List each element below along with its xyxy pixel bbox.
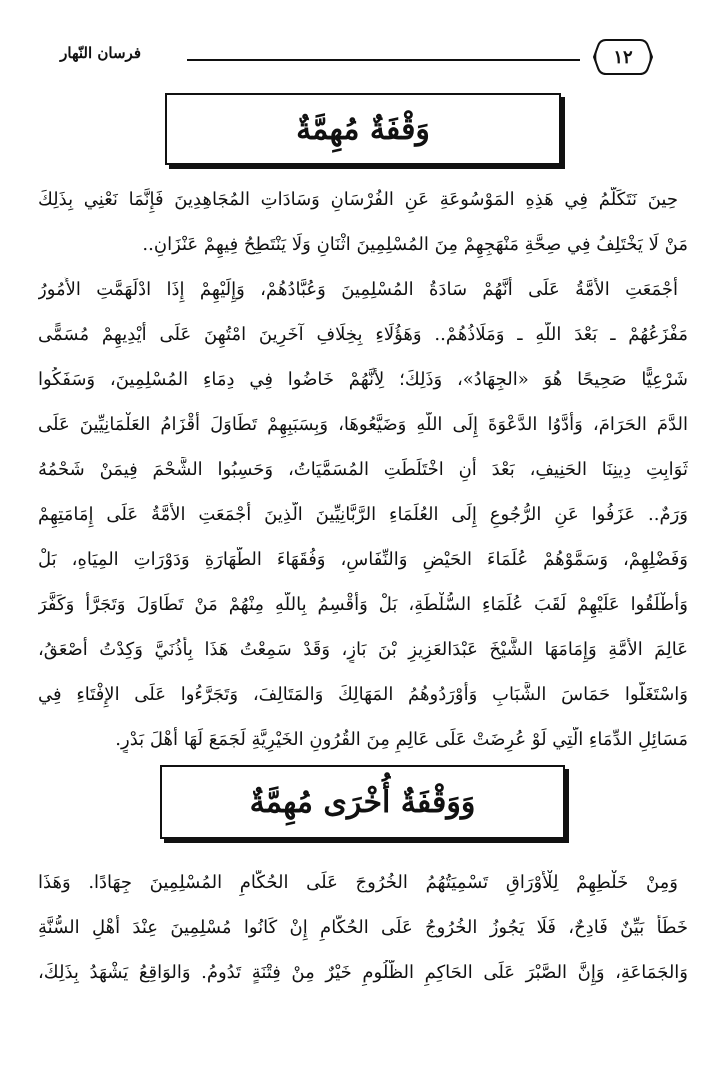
paragraph-line: مَسَائِلِ الدِّمَاءِ الَّتِي لَوْ عُرِضَتْ عَلَى عَالِمٍ مِنَ القُرُونِ الخَيْرِيَّةِ لَجَمَعَ لَهَا أَهْلَ بَدْرٍ. bbox=[115, 729, 688, 750]
paragraph-line: شَرْعِيًّا صَحِيحًا هُوَ «الجِهَادُ»، وَذَلِكَ؛ لِأَنَّهُمْ خَاضُوا فِي دِمَاءِ المُسْلِمِينَ، وَسَفَكُوا bbox=[38, 369, 688, 390]
header-rule bbox=[187, 59, 580, 61]
section-title-box bbox=[160, 765, 565, 839]
page-number: ١٢ bbox=[613, 46, 633, 68]
paragraph-line: مَفْزَعُهُمْ ـ بَعْدَ اللَّهِ ـ وَمَلَاذُهُمْ.. وَهَؤُلَاءِ بِخِلَافِ آخَرِينَ امْتُهِنَ عَلَى أَيْدِيهِمْ مُسَمًّى bbox=[38, 324, 688, 345]
paragraph-line: الدَّمَ الحَرَامَ، وَأَدَّوُا الدَّعْوَةَ إِلَى اللَّهِ وَضَيَّعُوهَا، وَبِسَبَبِهِمْ تَطَاوَلَ أَقْزَامُ العَلْمَانِيِّينَ عَلَى bbox=[38, 414, 688, 435]
paragraph-line: حِينَ نَتَكَلَّمُ فِي هَذِهِ المَوْسُوعَةِ عَنِ الفُرْسَانِ وَسَادَاتِ المُجَاهِدِينَ فَإِنَّمَا نَعْنِي بِذَلِكَ bbox=[38, 189, 678, 210]
paragraph-line: وَمِنْ خَلْطِهِمْ لِلْأَوْرَاقِ تَسْمِيَتُهُمُ الخُرُوجَ عَلَى الحُكَّامِ المُسْلِمِينَ جِهَادًا. وَهَذَا bbox=[38, 872, 678, 893]
running-title: فرسان النّهار bbox=[60, 44, 141, 62]
paragraph-line: وَفَضْلِهِمْ، وَسَمَّوْهُمْ عُلَمَاءَ الحَيْضِ وَالنِّفَاسِ، وَفُقَهَاءَ الطَّهَارَةِ وَدَوْرَاتِ المِيَاهِ، بَلْ bbox=[38, 549, 688, 570]
paragraph-line: وَاسْتَغَلُّوا حَمَاسَ الشَّبَابِ وَأَوْرَدُوهُمُ المَهَالِكَ وَالمَتَالِفَ، وَتَجَرَّءُوا عَلَى الإِفْتَاءِ فِي bbox=[38, 684, 688, 705]
paragraph-line: عَالِمَ الأُمَّةِ وَإِمَامَهَا الشَّيْخَ عَبْدَالعَزِيزِ بْنَ بَازٍ، وَقَدْ سَمِعْتُ هَذَا بِأُذُنَيَّ وَكِدْتُ أُصْعَقُ، bbox=[38, 639, 688, 660]
paragraph-line: وَرَمٌ.. عَزَفُوا عَنِ الرُّجُوعِ إِلَى العُلَمَاءِ الرَّبَّانِيِّينَ الَّذِينَ أَجْمَعَتِ الأُمَّةُ عَلَى إِمَامَتِهِمْ bbox=[38, 504, 688, 525]
section-title-box bbox=[165, 93, 561, 165]
page-number-badge bbox=[592, 36, 654, 78]
paragraph-line: ثَوَابِتِ دِينِنَا الحَنِيفِ، بَعْدَ أَنِ اخْتَلَطَتِ المُسَمَّيَاتُ، وَحَسِبُوا الشَّحْمَ فِيمَنْ شَحْمُهُ bbox=[38, 459, 688, 480]
paragraph-line: وَالجَمَاعَةِ، وَإِنَّ الصَّبْرَ عَلَى الحَاكِمِ الظَّلُومِ خَيْرٌ مِنْ فِتْنَةٍ تَدُومُ. وَالوَاقِعُ يَشْهَدُ بِذَلِكَ، bbox=[38, 962, 688, 983]
paragraph-line: خَطَأٌ بَيِّنٌ فَادِحٌ، فَلَا يَجُوزُ الخُرُوجُ عَلَى الحُكَّامِ إِنْ كَانُوا مُسْلِمِينَ عِنْدَ أَهْلِ السُّنَّةِ bbox=[38, 917, 688, 938]
paragraph-line: مَنْ لَا يَخْتَلِفُ فِي صِحَّةِ مَنْهَجِهِمْ مِنَ المُسْلِمِينَ اثْنَانِ وَلَا يَنْتَطِحُ فِيهِمْ عَنْزَانِ.. bbox=[142, 234, 688, 255]
paragraph-line: أَجْمَعَتِ الأُمَّةُ عَلَى أَنَّهُمْ سَادَةُ المُسْلِمِينَ وَعُبَّادُهُمْ، وَإِلَيْهِمْ إِذَا ادْلَهَمَّتِ الأُمُورُ bbox=[38, 279, 678, 300]
section-title: وَقْفَةٌ مُهِمَّةٌ bbox=[296, 111, 430, 147]
paragraph-line: وَأَطْلَقُوا عَلَيْهِمْ لَقَبَ عُلَمَاءِ السُّلْطَةِ، بَلْ وَأُقْسِمُ بِاللَّهِ مِنْهُمْ مَنْ تَطَاوَلَ وَتَجَرَّأَ وَكَفَّرَ bbox=[38, 594, 688, 615]
section-title: وَوَقْفَةٌ أُخْرَى مُهِمَّةٌ bbox=[249, 784, 476, 820]
